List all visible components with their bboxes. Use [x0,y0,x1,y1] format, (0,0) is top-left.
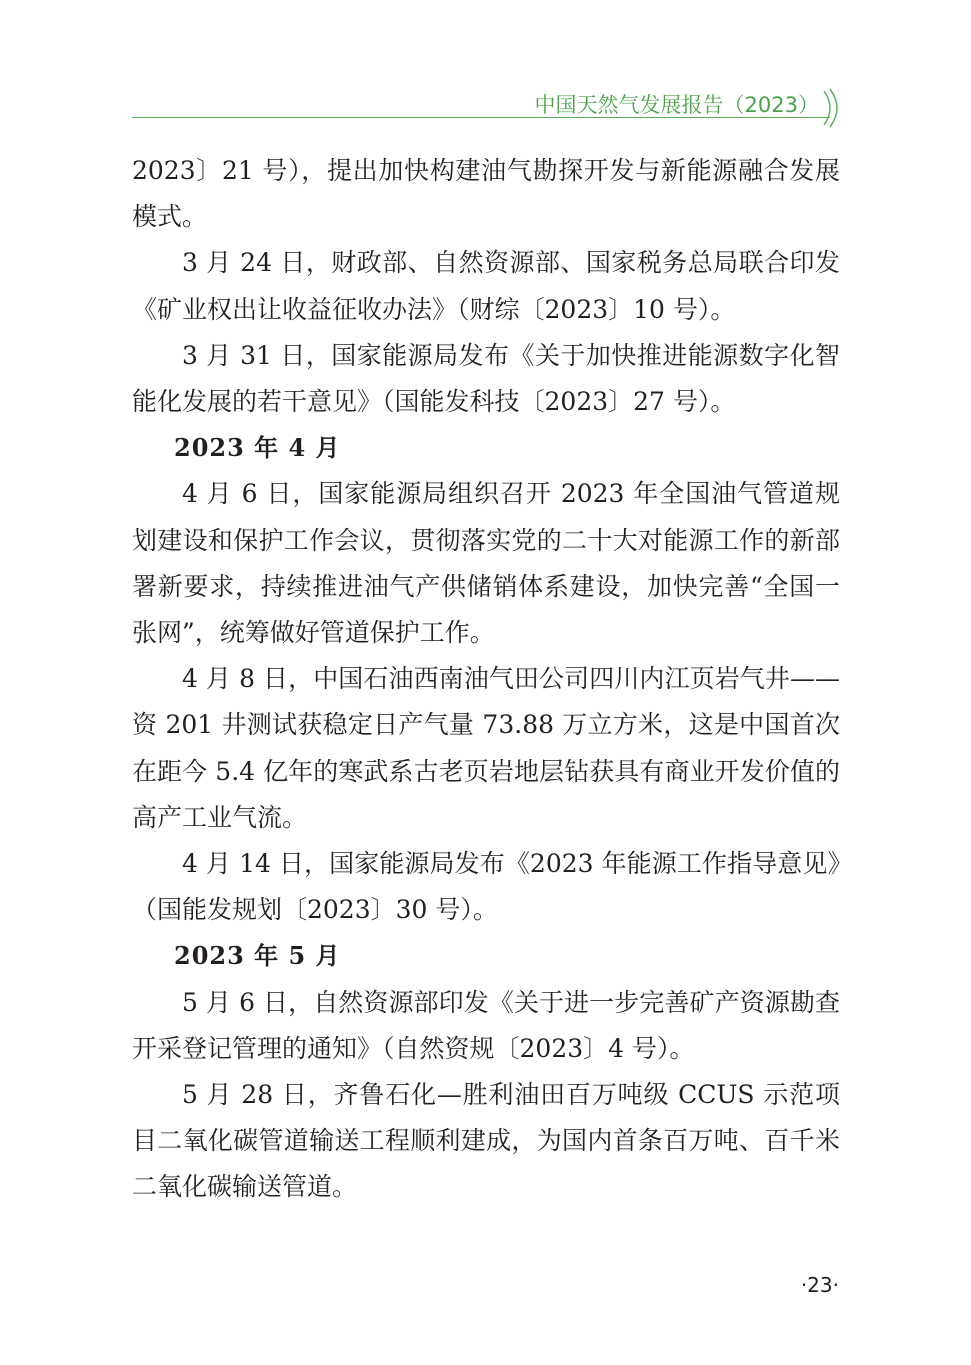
header-bracket-ornament [822,88,844,128]
section-heading-april: 2023 年 4 月 [174,433,341,463]
paragraph-1: 3 月 24 日，财政部、自然资源部、国家税务总局联合印发《矿业权出让收益征收办法》（财综〔2023〕10 号）。 [132,248,840,324]
paragraph-8: 5 月 6 日，自然资源部印发《关于进一步完善矿产资源勘查开采登记管理的通知》（自然资规〔2023〕4 号）。 [132,987,840,1063]
paragraph-0: 2023〕21 号），提出加快构建油气勘探开发与新能源融合发展模式。 [132,156,840,232]
paragraph-5: 4 月 8 日，中国石油西南油气田公司四川内江页岩气井——资 201 井测试获稳定日产气量 73.88 万立方米，这是中国首次在距今 5.4 亿年的寒武系古老页岩地层钻获具有商业开发价值的高产工业气流。 [132,664,840,832]
paragraph-9: 5 月 28 日，齐鲁石化—胜利油田百万吨级 CCUS 示范项目二氧化碳管道输送工程顺利建成，为国内首条百万吨、百千米二氧化碳输送管道。 [132,1080,840,1202]
paragraph-6: 4 月 14 日，国家能源局发布《2023 年能源工作指导意见》（国能发规划〔2023〕30 号）。 [132,849,840,925]
page-number: ·23· [800,1273,839,1297]
running-header-title: 中国天然气发展报告（2023） [534,93,819,117]
paragraph-4: 4 月 6 日，国家能源局组织召开 2023 年全国油气管道规划建设和保护工作会议，贯彻落实党的二十大对能源工作的新部署新要求，持续推进油气产供储销体系建设，加快完善“全国一张网”，统筹做好管道保护工作。 [132,479,840,648]
body-text [132,148,840,1211]
section-heading-may: 2023 年 5 月 [174,941,341,971]
header-rule [132,117,830,118]
paragraph-2: 3 月 31 日，国家能源局发布《关于加快推进能源数字化智能化发展的若干意见》（国能发科技〔2023〕27 号）。 [132,340,840,417]
